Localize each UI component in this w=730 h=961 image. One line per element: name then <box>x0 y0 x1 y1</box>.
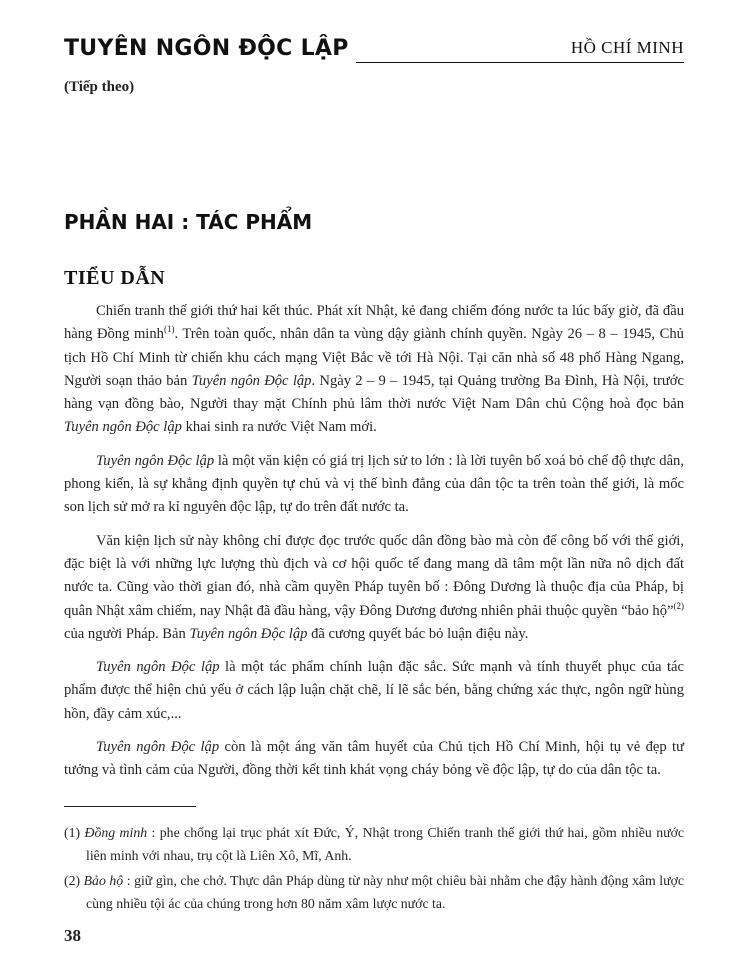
body-text <box>64 300 684 793</box>
paragraph-1: Chiến tranh thế giới thứ hai kết thúc. Phát xít Nhật, kẻ đang chiếm đóng nước ta lúc bấy giờ, đã đầu hàng Đồng minh$^{(1)}$. Trên toàn quốc, nhân dân ta vùng dậy giành chính quyền. Ngày 26 – 8 – 1945, Chủ tịch Hồ Chí Minh từ chiến khu cách mạng Việt Bắc về tới Hà Nội. Tại căn nhà số 48 phố Hàng Ngang, Người soạn thảo bản Tuyên ngôn Độc lập. Ngày 2 – 9 – 1945, tại Quảng trường Ba Đình, Hà Nội, trước hàng vạn đồng bào, Người thay mặt Chính phủ lâm thời nước Việt Nam Dân chủ Cộng hoà đọc bản Tuyên ngôn Độc lập khai sinh ra nước Việt Nam mới. <box>64 303 684 436</box>
footnote-rule <box>64 806 196 807</box>
continued-label: (Tiếp theo) <box>64 79 135 95</box>
header-author: HỒ CHÍ MINH <box>570 38 684 57</box>
running-header <box>64 34 684 68</box>
page-number: 38 <box>64 926 81 945</box>
footnote-2: (2) Bảo hộ : giữ gìn, che chở. Thực dân Pháp dùng từ này như một chiêu bài nhằm che đậy hành động xâm lược cùng nhiều tội ác của chúng trong hơn 80 năm xâm lược nước ta. <box>64 873 684 911</box>
footnote-ref-1: (1) <box>163 324 175 335</box>
header-title: TUYÊN NGÔN ĐỘC LẬP <box>64 36 349 61</box>
paragraph-4: Tuyên ngôn Độc lập là một tác phẩm chính luận đặc sắc. Sức mạnh và tính thuyết phục của tác phẩm được thể hiện chủ yếu ở cách lập luận chặt chẽ, lí lẽ sắc bén, bằng chứng xác thực, ngôn ngữ hùng hồn, đầy cảm xúc,... <box>64 659 684 722</box>
header-rule <box>356 62 684 63</box>
part-heading: PHẦN HAI : TÁC PHẨM <box>64 210 313 234</box>
footnote-ref-2: (2) <box>673 600 684 611</box>
paragraph-2: Tuyên ngôn Độc lập là một văn kiện có giá trị lịch sử to lớn : là lời tuyên bố xoá bỏ chế độ thực dân, phong kiến, là sự khẳng định quyền tự chủ và vị thế bình đẳng của dân tộc ta trên toàn thế giới, là mốc son lịch sử mở ra kỉ nguyên độc lập, tự do trên đất nước ta. <box>64 452 684 516</box>
paragraph-5: Tuyên ngôn Độc lập còn là một áng văn tâm huyết của Chủ tịch Hồ Chí Minh, hội tụ vẻ đẹp tư tưởng và tình cảm của Người, đồng thời kết tinh khát vọng cháy bỏng về độc lập, tự do của dân tộc ta. <box>64 739 684 779</box>
section-heading: TIỂU DẪN <box>64 267 166 289</box>
footnote-1: (1) Đồng minh : phe chống lại trục phát xít Đức, Ý, Nhật trong Chiến tranh thế giới thứ hai, gồm nhiều nước liên minh với nhau, trụ cột là Liên Xô, Mĩ, Anh. <box>64 825 685 863</box>
paragraph-3: Văn kiện lịch sử này không chỉ được đọc trước quốc dân đồng bào mà còn để công bố với thế giới, đặc biệt là với những lực lượng thù địch và cơ hội quốc tế đang mang dã tâm một lần nữa nô dịch đất nước ta. Cũng vào thời gian đó, nhà cầm quyền Pháp tuyên bố : Đông Dương là thuộc địa của Pháp, bị quân Nhật xâm chiếm, nay Nhật đã đầu hàng, vậy Đông Dương đương nhiên phải thuộc quyền “bảo hộ”$^{(2)}$ của người Pháp. Bản Tuyên ngôn Độc lập đã cương quyết bác bỏ luận điệu này. <box>64 532 684 642</box>
footnotes <box>64 822 684 918</box>
